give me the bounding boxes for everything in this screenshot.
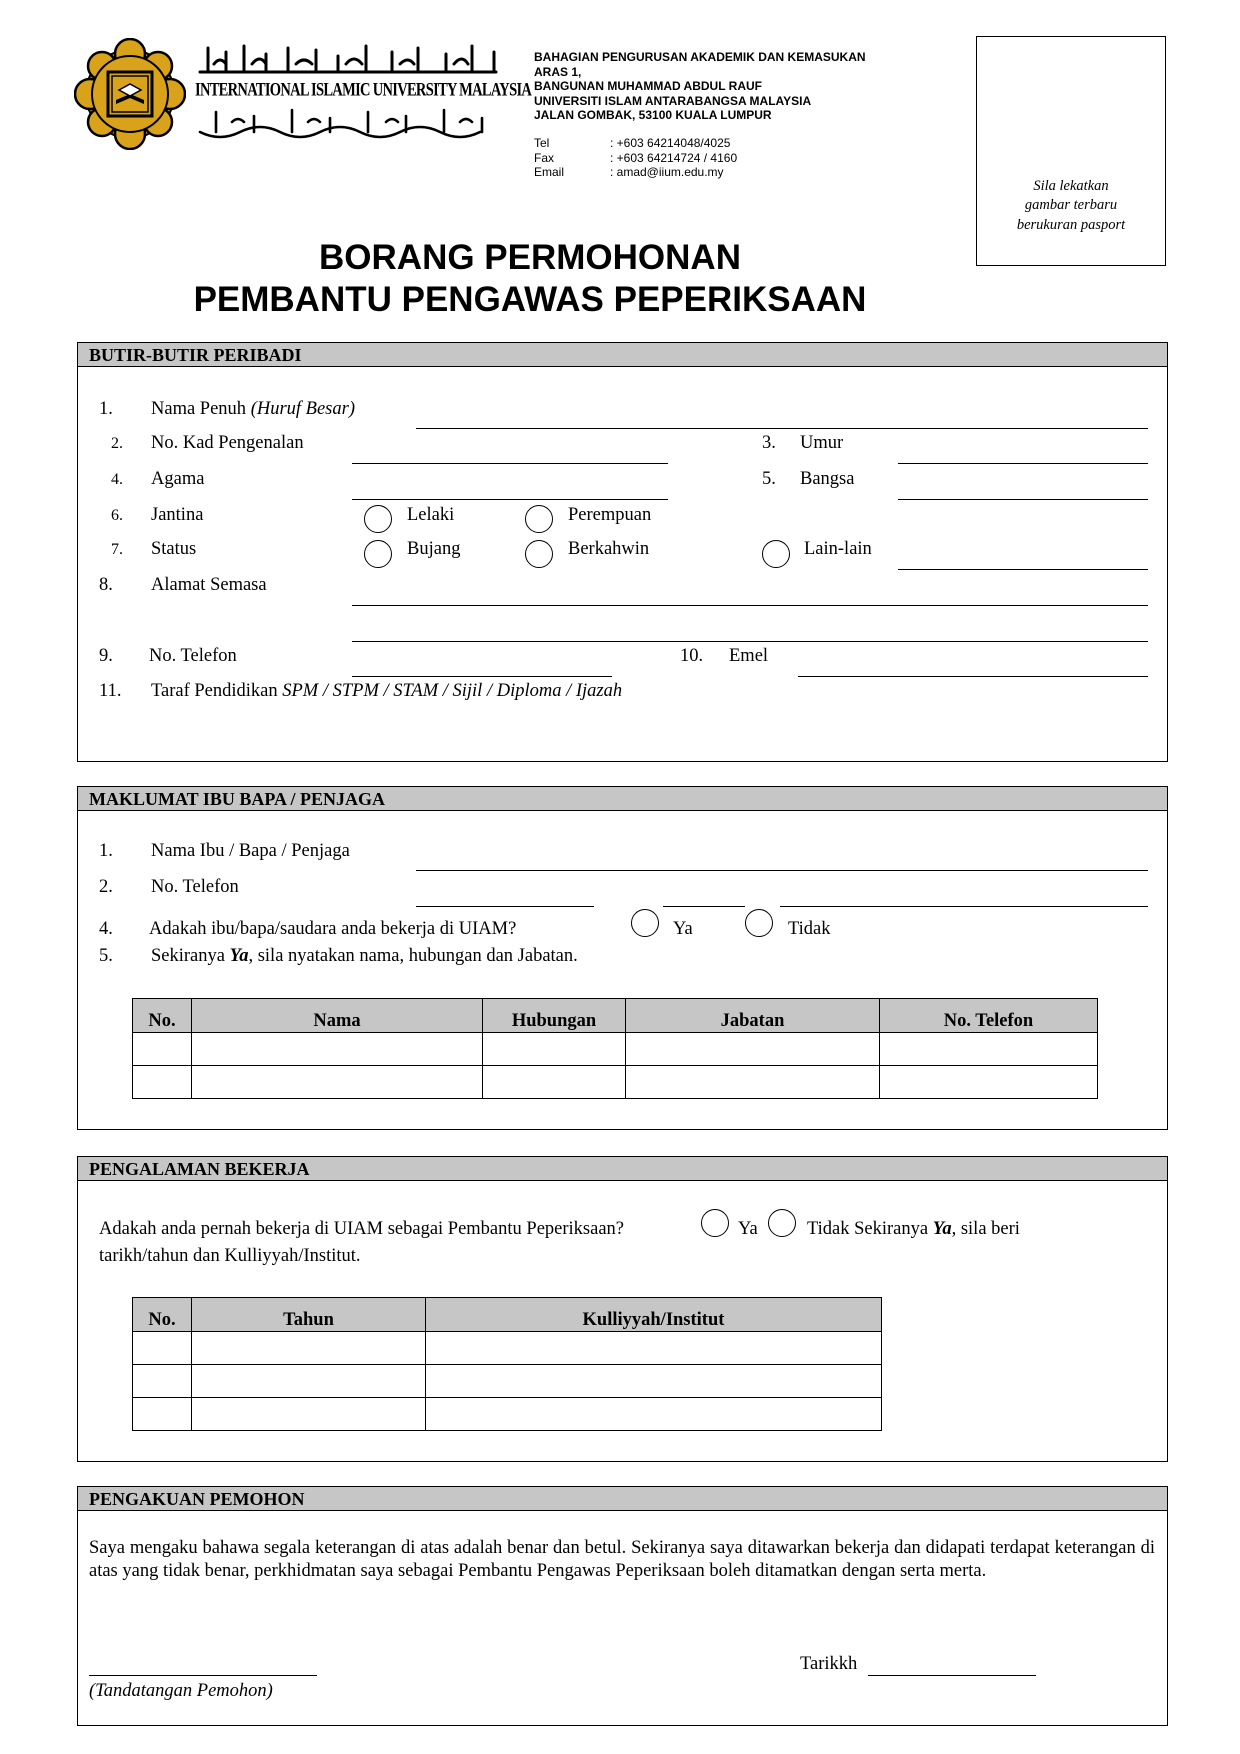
relative-works-no-label: Tidak [788,919,831,939]
column-header: No. Telefon [880,999,1098,1033]
ic-number-field[interactable] [352,463,668,464]
table-cell[interactable] [192,1365,426,1398]
status-other-radio[interactable] [762,540,790,568]
address-line: JALAN GOMBAK, 53100 KUALA LUMPUR [534,108,772,123]
table-cell[interactable] [133,1033,192,1066]
table-cell[interactable] [133,1066,192,1099]
column-header: No. [133,999,192,1033]
declaration-text: Saya mengaku bahawa segala keterangan di atas adalah benar dan betul. Sekiranya saya ditawarkan bekerja dan didapati terdapat keterangan di atas yang tidak benar, perkhidmatan saya sebagai Pembantu Pengawas Peperiksaan boleh ditamatkan dengan serta merta. [89,1538,1155,1581]
address-field-line1[interactable] [352,605,1148,606]
form-title-line1: BORANG PERMOHONAN [319,238,741,277]
status-label: Status [151,539,197,559]
table-cell[interactable] [192,1033,483,1066]
column-header: No. [133,1298,192,1332]
field-number: 2. [99,877,113,897]
section-heading: BUTIR-BUTIR PERIBADI [78,343,1167,367]
field-number: 7. [111,541,123,558]
guardian-phone-field-1[interactable] [416,906,594,907]
field-number: 11. [99,681,122,701]
office-address [534,50,866,123]
parent-guardian-section [77,786,1168,1130]
status-single-label: Bujang [407,539,461,559]
university-name-text: INTERNATIONAL ISLAMIC UNIVERSITY MALAYSIA [195,80,532,101]
university-logo [74,38,532,148]
column-header: Nama [192,999,483,1033]
field-number: 4. [111,471,123,488]
address-line: BANGUNAN MUHAMMAD ABDUL RAUF [534,79,762,94]
gender-male-label: Lelaki [407,505,455,525]
contact-value: : amad@iium.edu.my [610,165,724,180]
table-row [133,1033,1098,1066]
contact-row-email [534,165,737,180]
education-label: Taraf Pendidikan SPM / STPM / STAM / Sijil / Diploma / Ijazah [151,681,623,701]
education-options[interactable]: SPM / STPM / STAM / Sijil / Diploma / Ijazah [282,681,623,701]
address-line: UNIVERSITI ISLAM ANTARABANGSA MALAYSIA [534,93,812,108]
gender-female-radio[interactable] [525,505,553,533]
relative-works-question: Adakah ibu/bapa/saudara anda bekerja di UIAM? [149,919,517,939]
experience-table [132,1297,882,1431]
column-header: Tahun [192,1298,426,1332]
field-number: 3. [762,433,776,453]
contact-label: Email [534,165,565,180]
column-header: Jabatan [626,999,880,1033]
table-cell[interactable] [483,1066,626,1099]
full-name-field[interactable] [416,428,1148,429]
status-single-radio[interactable] [364,540,392,568]
table-cell[interactable] [192,1066,483,1099]
table-cell[interactable] [192,1398,426,1431]
table-row [133,1066,1098,1099]
table-cell[interactable] [626,1033,880,1066]
field-number: 5. [762,469,776,489]
address-label: Alamat Semasa [151,575,267,595]
experience-yes-radio[interactable] [701,1209,729,1237]
signature-label: (Tandatangan Pemohon) [89,1681,273,1701]
date-field[interactable] [868,1675,1036,1676]
status-married-label: Berkahwin [568,539,650,559]
field-number: 8. [99,575,113,595]
age-label: Umur [800,433,844,453]
section-heading: PENGALAMAN BEKERJA [78,1157,1167,1181]
arabic-calligraphy-icon [196,42,508,78]
age-field[interactable] [898,463,1148,464]
experience-yes-label: Ya [738,1219,758,1239]
contact-row-fax [534,151,737,166]
field-number: 10. [680,646,704,666]
form-title-line2: PEMBANTU PENGAWAS PEPERIKSAAN [193,280,867,319]
contact-label: Fax [534,150,555,165]
relative-works-yes-label: Ya [673,919,693,939]
gender-label: Jantina [151,505,204,525]
field-number: 2. [111,435,123,452]
contact-value: : +603 64214048/4025 [610,136,731,150]
section-heading: MAKLUMAT IBU BAPA / PENJAGA [78,787,1167,811]
contact-value: : +603 64214724 / 4160 [610,150,738,165]
status-married-radio[interactable] [525,540,553,568]
religion-label: Agama [151,469,205,489]
field-number: 1. [99,399,113,419]
phone-label: No. Telefon [149,646,237,666]
phone-field[interactable] [352,676,612,677]
address-field-line2[interactable] [352,641,1148,642]
date-label: Tarikkh [800,1654,858,1674]
table-row [133,1332,882,1365]
field-number: 1. [99,841,113,861]
table-cell[interactable] [483,1033,626,1066]
relative-details-table [132,998,1098,1099]
experience-no-radio[interactable] [768,1209,796,1237]
table-cell[interactable] [133,1332,192,1365]
office-contacts [534,136,737,180]
relative-works-no-radio[interactable] [745,909,773,937]
relative-works-yes-radio[interactable] [631,909,659,937]
iium-emblem-icon [74,38,186,150]
field-number: 6. [111,507,123,524]
experience-question: Adakah anda pernah bekerja di UIAM sebagai Pembantu Peperiksaan? [99,1219,625,1239]
table-cell[interactable] [133,1398,192,1431]
table-cell[interactable] [626,1066,880,1099]
email-label: Emel [729,646,769,666]
experience-instruction: Tidak Sekiranya Ya, sila beri [807,1219,1020,1239]
table-row [133,1398,882,1431]
contact-label: Tel [534,136,550,150]
signature-field[interactable] [89,1675,317,1676]
table-cell[interactable] [426,1398,882,1431]
table-cell[interactable] [880,1066,1098,1099]
email-field[interactable] [798,676,1148,677]
column-header: Kulliyyah/Institut [426,1298,882,1332]
field-number: 4. [99,919,113,939]
field-number: 9. [99,646,113,666]
religion-field[interactable] [352,499,668,500]
table-header-row [133,1298,882,1332]
field-number: 5. [99,946,113,966]
gender-male-radio[interactable] [364,505,392,533]
relative-details-instruction: Sekiranya Ya, sila nyatakan nama, hubungan dan Jabatan. [151,946,578,966]
guardian-phone-field-2[interactable] [663,906,745,907]
table-cell[interactable] [426,1332,882,1365]
contact-row-tel [534,136,737,151]
declaration-section [77,1486,1168,1726]
work-experience-section [77,1156,1168,1462]
guardian-phone-label: No. Telefon [151,877,239,897]
address-line: BAHAGIAN PENGURUSAN AKADEMIK DAN KEMASUKAN [534,50,866,64]
table-cell[interactable] [192,1332,426,1365]
guardian-phone-field-3[interactable] [780,906,1148,907]
full-name-label: Nama Penuh (Huruf Besar) [151,399,355,419]
table-cell[interactable] [133,1365,192,1398]
status-other-field[interactable] [898,569,1148,570]
section-heading: PENGAKUAN PEMOHON [78,1487,1167,1511]
table-row [133,1365,882,1398]
status-other-label: Lain-lain [804,539,872,559]
guardian-name-field[interactable] [416,870,1148,871]
guardian-name-label: Nama Ibu / Bapa / Penjaga [151,841,350,861]
personal-details-section [77,342,1168,762]
experience-instruction-line2: tarikh/tahun dan Kulliyyah/Institut. [99,1246,361,1266]
gender-female-label: Perempuan [568,505,652,525]
race-label: Bangsa [800,469,855,489]
column-header: Hubungan [483,999,626,1033]
table-cell[interactable] [880,1033,1098,1066]
table-header-row [133,999,1098,1033]
malay-jawi-calligraphy-icon [196,108,508,142]
race-field[interactable] [898,499,1148,500]
photo-instruction: Sila lekatkan gambar terbaru berukuran pasport [1016,177,1126,233]
table-cell[interactable] [426,1365,882,1398]
ic-number-label: No. Kad Pengenalan [151,433,304,453]
address-line: ARAS 1, [534,64,582,79]
passport-photo-box[interactable] [976,36,1166,266]
